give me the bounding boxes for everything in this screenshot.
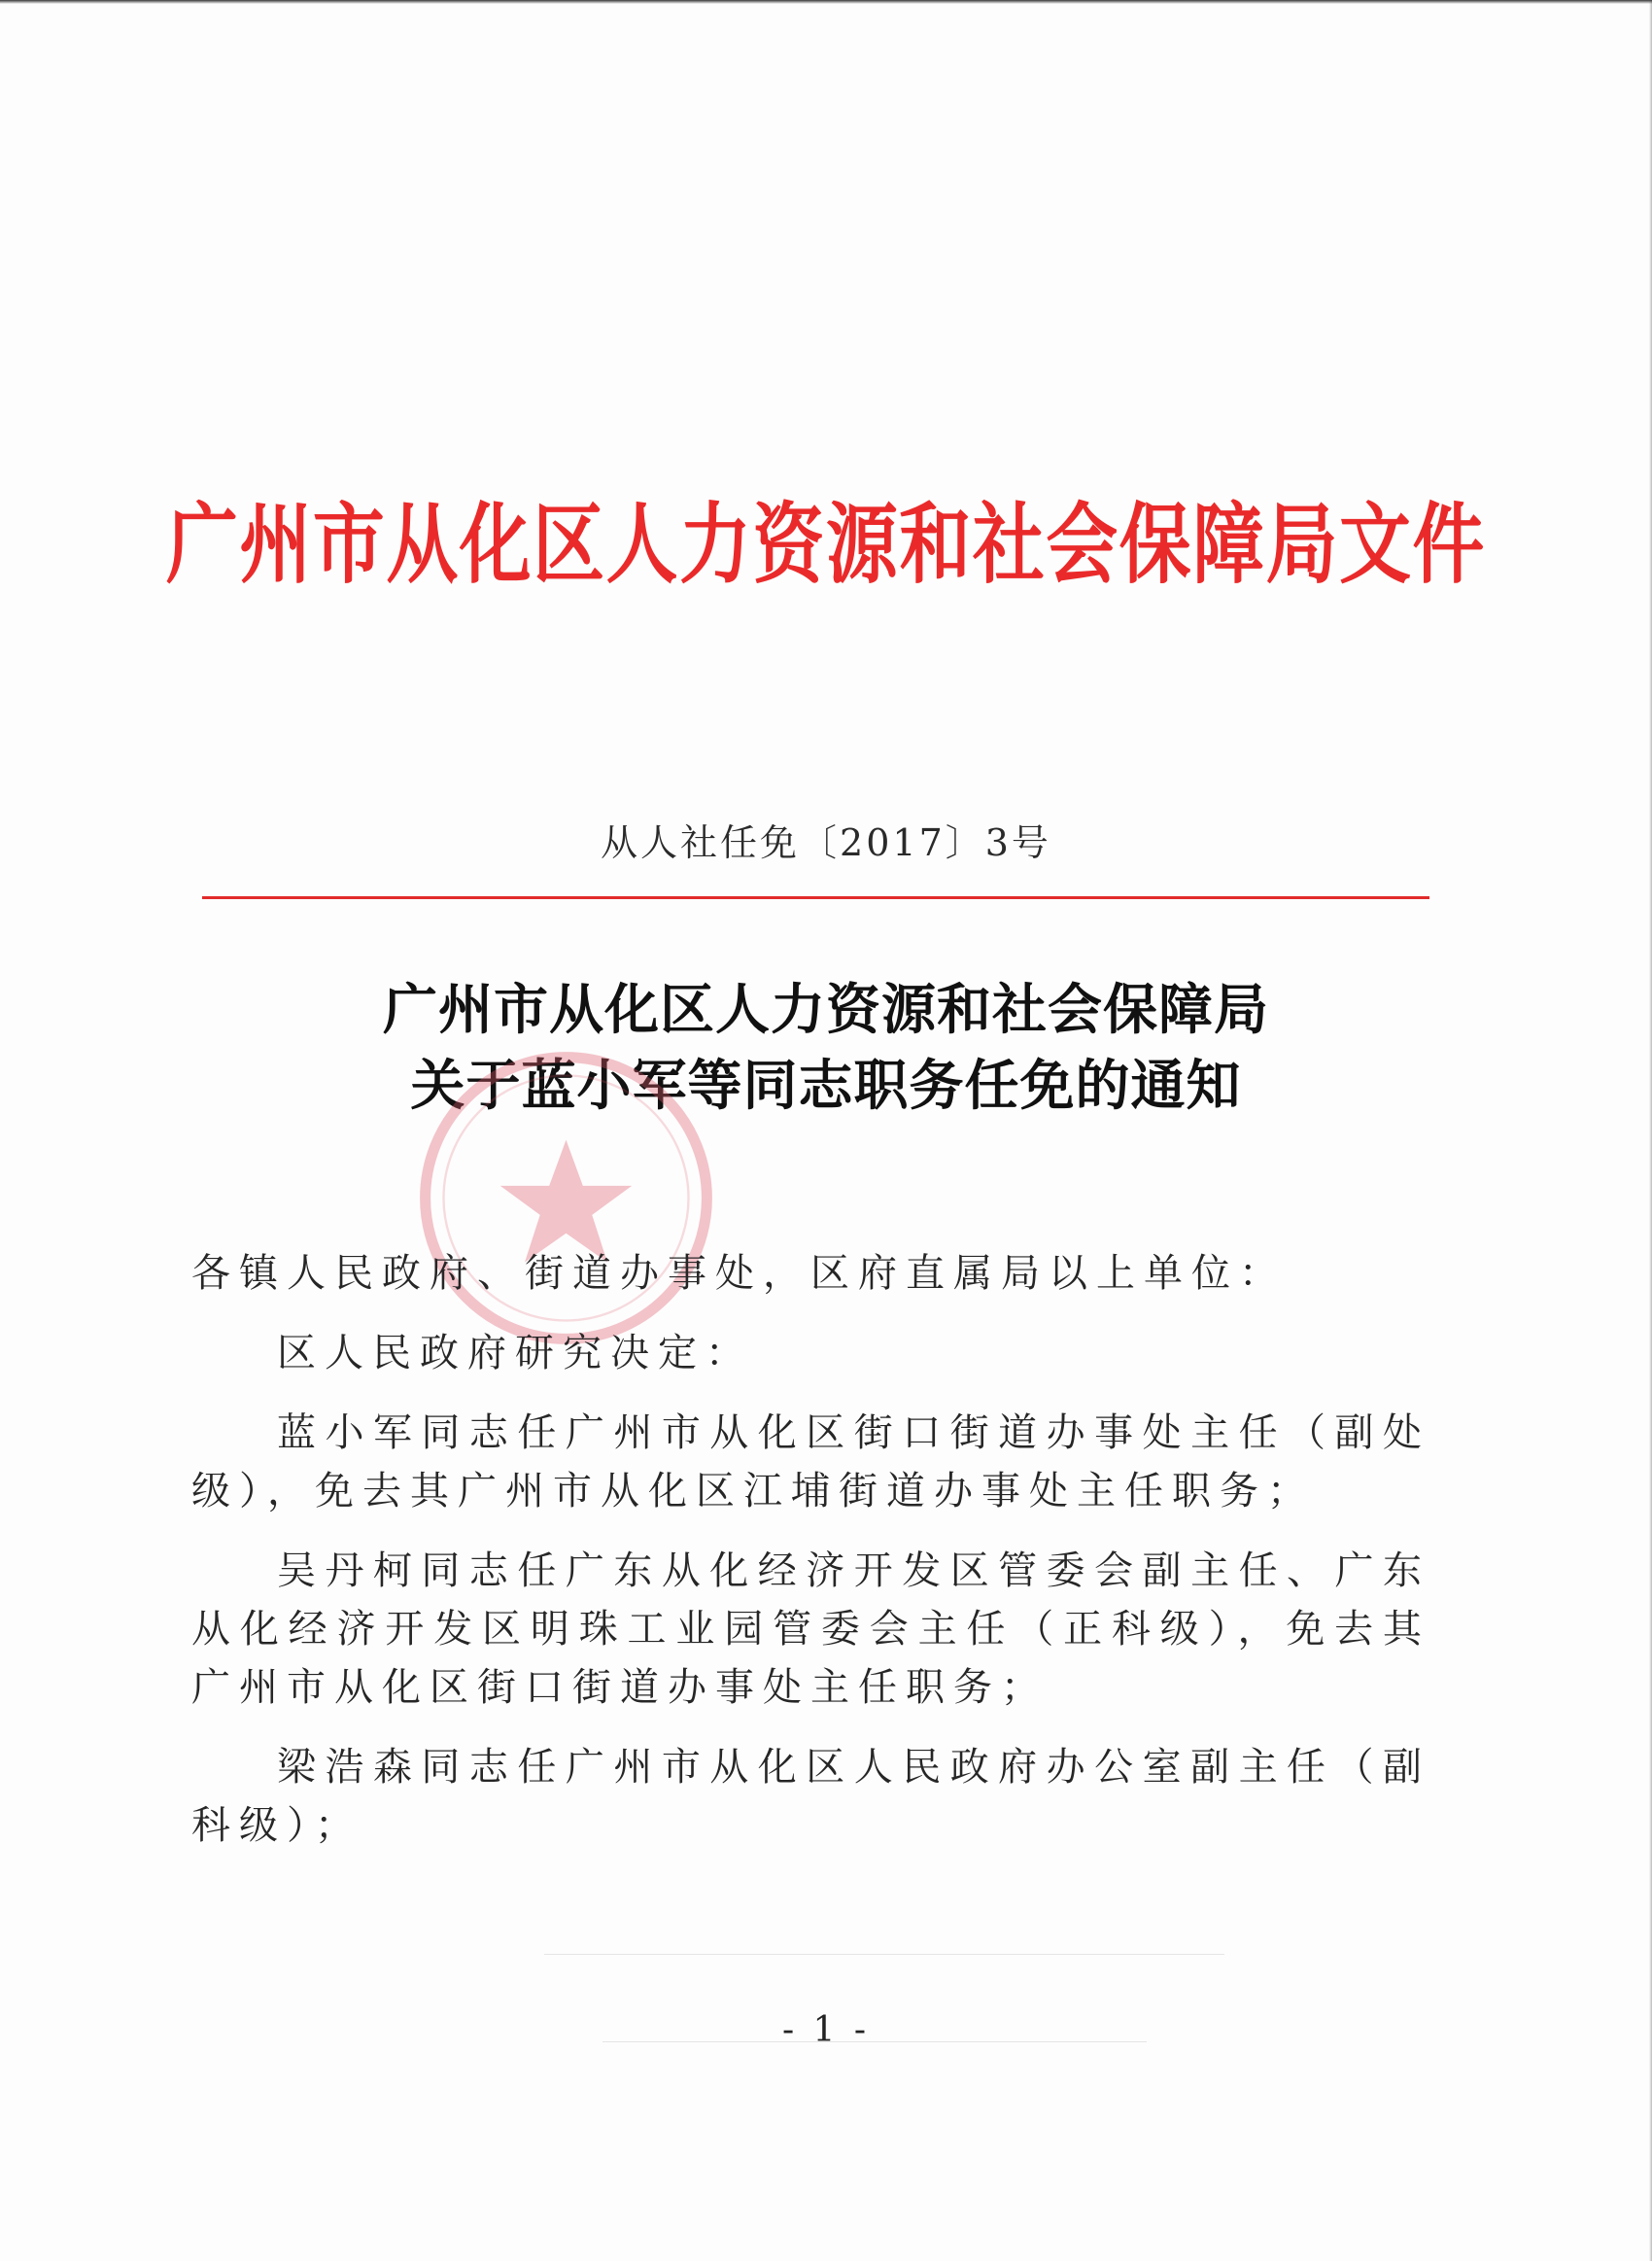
notice-title — [0, 972, 1652, 1124]
notice-title-line-2: 关于蓝小军等同志职务任免的通知 — [410, 1054, 1242, 1118]
faint-scan-line — [544, 1954, 1224, 1955]
red-file-header: 广州市从化区人力资源和社会保障局文件 — [166, 493, 1486, 596]
document-number: 从人社任免〔2017〕3号 — [601, 821, 1051, 864]
appointment-item-2: 吴丹柯同志任广东从化经济开发区管委会副主任、广东从化经济开发区明珠工业园管委会主任（正科级），免去其广州市从化区街口街道办事处主任职务； — [191, 1548, 1430, 1710]
red-separator-line — [202, 896, 1429, 899]
salutation: 各镇人民政府、街道办事处，区府直属局以上单位： — [191, 1251, 1287, 1296]
appointment-item-1: 蓝小军同志任广州市从化区街口街道办事处主任（副处级），免去其广州市从化区江埔街道办事处主任职务； — [191, 1410, 1430, 1513]
notice-title-line-1: 广州市从化区人力资源和社会保障局 — [383, 978, 1269, 1042]
scan-edge-top — [0, 0, 1652, 4]
page-number: - 1 - — [781, 2010, 871, 2050]
notice-body — [191, 1244, 1430, 1876]
decision-intro: 区人民政府研究决定： — [277, 1331, 753, 1375]
appointment-item-3: 梁浩森同志任广州市从化区人民政府办公室副主任（副科级）； — [191, 1745, 1430, 1848]
